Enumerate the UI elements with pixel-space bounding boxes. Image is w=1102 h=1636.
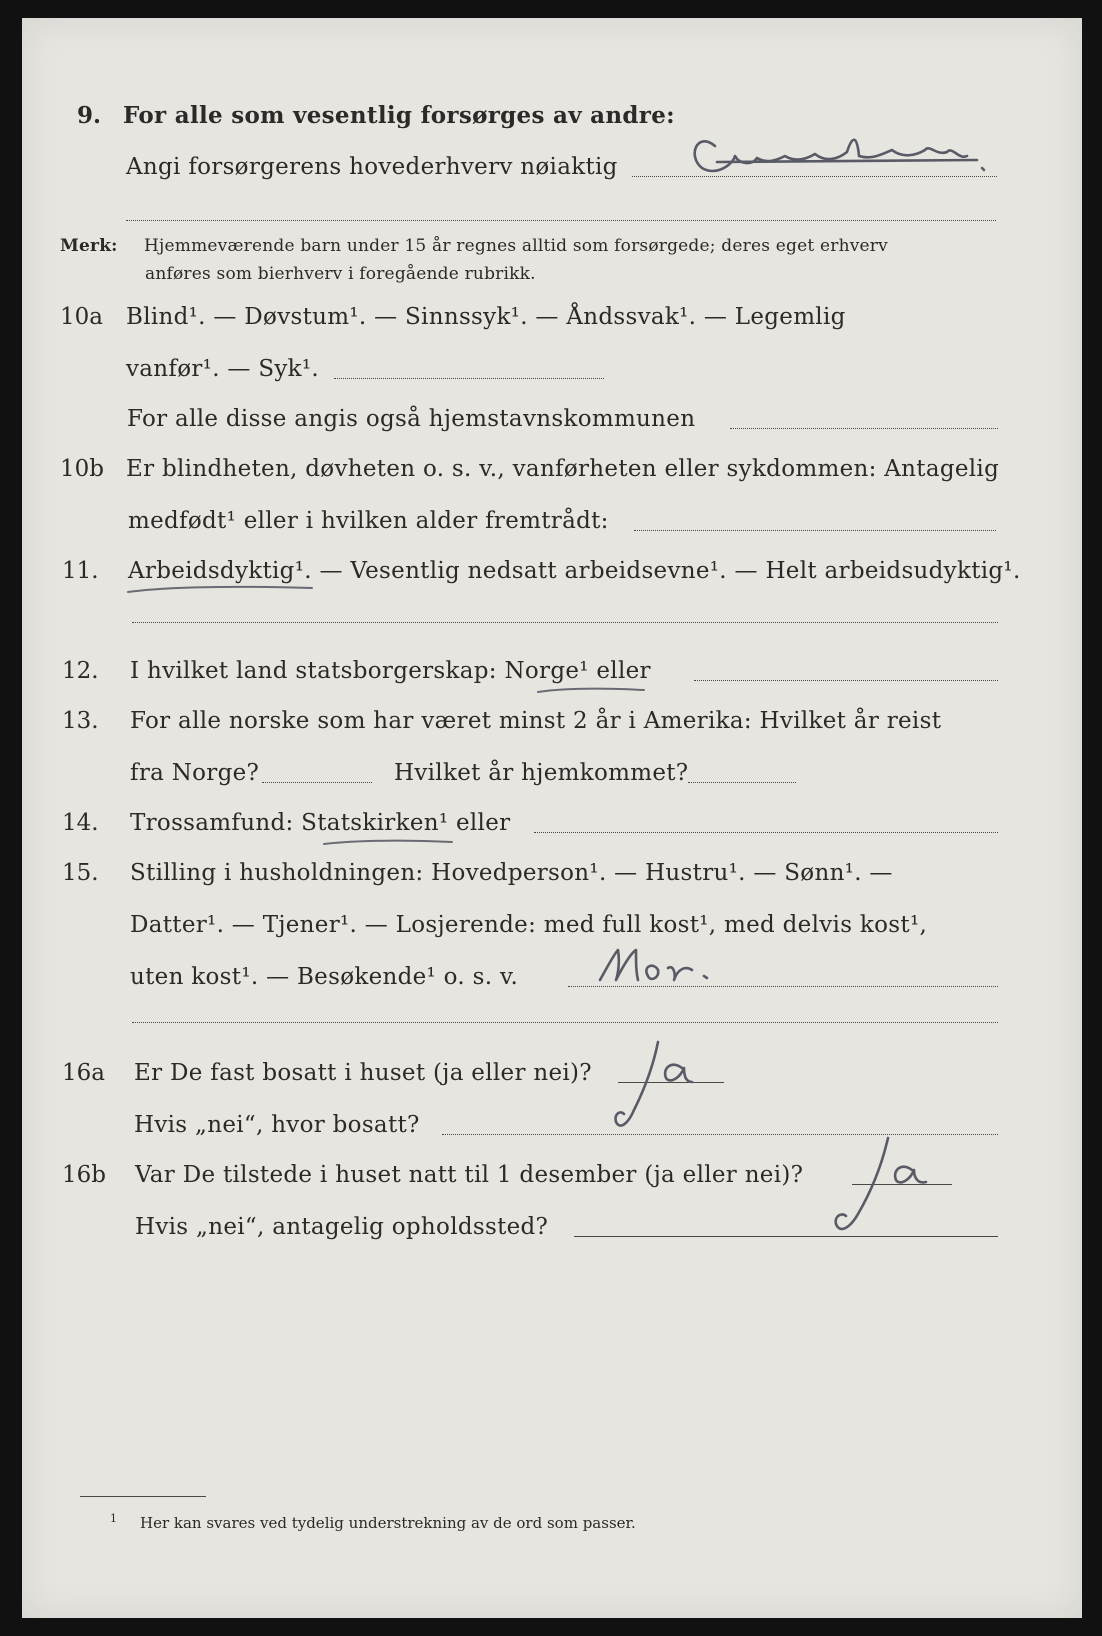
q15-handwritten-answer bbox=[594, 936, 734, 996]
q15-text-line1: Stilling i husholdningen: Hovedperson¹. — Hustru¹. — Sønn¹. — bbox=[130, 860, 893, 886]
q9-number: 9. bbox=[77, 102, 102, 129]
q16a-handwritten-answer bbox=[590, 1034, 720, 1144]
q10b-number: 10b bbox=[60, 456, 104, 482]
q16a-text-line2: Hvis „nei“, hvor bosatt? bbox=[134, 1112, 420, 1138]
footnote-mark: 1 bbox=[110, 1512, 117, 1525]
q16b-handwritten-answer bbox=[812, 1130, 952, 1242]
q13-text-line2b: Hvilket år hjemkommet? bbox=[394, 760, 689, 786]
q10a-number: 10a bbox=[60, 304, 103, 330]
q10b-text-line1: Er blindheten, døvheten o. s. v., vanførheten eller sykdommen: Antagelig bbox=[126, 456, 1000, 482]
q9-text-line1: For alle som vesentlig forsørges av andre: bbox=[123, 102, 675, 129]
q10a-syk-answer-line[interactable] bbox=[334, 378, 604, 379]
q12-answer-line[interactable] bbox=[694, 680, 998, 681]
q10a-text-line2: vanfør¹. — Syk¹. bbox=[126, 356, 320, 382]
q10a-municipality-answer-line[interactable] bbox=[730, 428, 998, 429]
footnote-text: Her kan svares ved tydelig understrekning av de ord som passer. bbox=[140, 1514, 636, 1532]
q16b-text-line1: Var De tilstede i huset natt til 1 desember (ja eller nei)? bbox=[135, 1162, 804, 1188]
census-form-page bbox=[22, 18, 1082, 1618]
q11-number: 11. bbox=[62, 558, 99, 584]
q11-answer-line[interactable] bbox=[132, 622, 998, 623]
q14-underline-mark bbox=[320, 830, 460, 850]
q9-handwritten-answer bbox=[677, 116, 997, 186]
q13-text-line1: For alle norske som har været minst 2 år i Amerika: Hvilket år reist bbox=[130, 708, 942, 734]
q13-text-line2a: fra Norge? bbox=[130, 760, 260, 786]
q10b-text-line2: medfødt¹ eller i hvilken alder fremtrådt: bbox=[128, 508, 609, 534]
q13-return-year-line[interactable] bbox=[688, 782, 796, 783]
q16b-place-answer-line[interactable] bbox=[574, 1236, 998, 1237]
q15-text-line3: uten kost¹. — Besøkende¹ o. s. v. bbox=[130, 964, 519, 990]
q16b-number: 16b bbox=[62, 1162, 106, 1188]
q12-text-line1: I hvilket land statsborgerskap: Norge¹ eller bbox=[130, 658, 651, 684]
q9-text-line2: Angi forsørgerens hovederhverv nøiaktig bbox=[126, 154, 618, 180]
q15-text-line2: Datter¹. — Tjener¹. — Losjerende: med full kost¹, med delvis kost¹, bbox=[130, 912, 928, 938]
q12-number: 12. bbox=[62, 658, 99, 684]
q14-number: 14. bbox=[62, 810, 99, 836]
q11-text-line1: Arbeidsdyktig¹. — Vesentlig nedsatt arbeidsevne¹. — Helt arbeidsudyktig¹. bbox=[128, 558, 1021, 584]
q15-extra-answer-line[interactable] bbox=[132, 1022, 998, 1023]
q14-text-line1: Trossamfund: Statskirken¹ eller bbox=[130, 810, 511, 836]
q10a-text-line3: For alle disse angis også hjemstavnskommunen bbox=[127, 406, 696, 432]
merk-text-line2: anføres som bierhverv i foregående rubrikk. bbox=[145, 264, 536, 284]
q14-answer-line[interactable] bbox=[534, 832, 998, 833]
q13-departure-year-line[interactable] bbox=[262, 782, 372, 783]
merk-text-line1: Hjemmeværende barn under 15 år regnes alltid som forsørgede; deres eget erhverv bbox=[144, 236, 888, 256]
q12-underline-mark bbox=[534, 678, 654, 698]
footnote-rule bbox=[80, 1496, 206, 1497]
q10a-text-line1: Blind¹. — Døvstum¹. — Sinnssyk¹. — Åndssvak¹. — Legemlig bbox=[126, 304, 846, 330]
q15-number: 15. bbox=[62, 860, 99, 886]
q9-separator bbox=[126, 220, 996, 221]
q13-number: 13. bbox=[62, 708, 99, 734]
q10b-answer-line[interactable] bbox=[634, 530, 996, 531]
q16a-text-line1: Er De fast bosatt i huset (ja eller nei)? bbox=[134, 1060, 592, 1086]
merk-label: Merk: bbox=[60, 236, 118, 256]
q11-underline-mark bbox=[122, 578, 322, 598]
q16a-number: 16a bbox=[62, 1060, 105, 1086]
q16b-text-line2: Hvis „nei“, antagelig opholdssted? bbox=[135, 1214, 549, 1240]
